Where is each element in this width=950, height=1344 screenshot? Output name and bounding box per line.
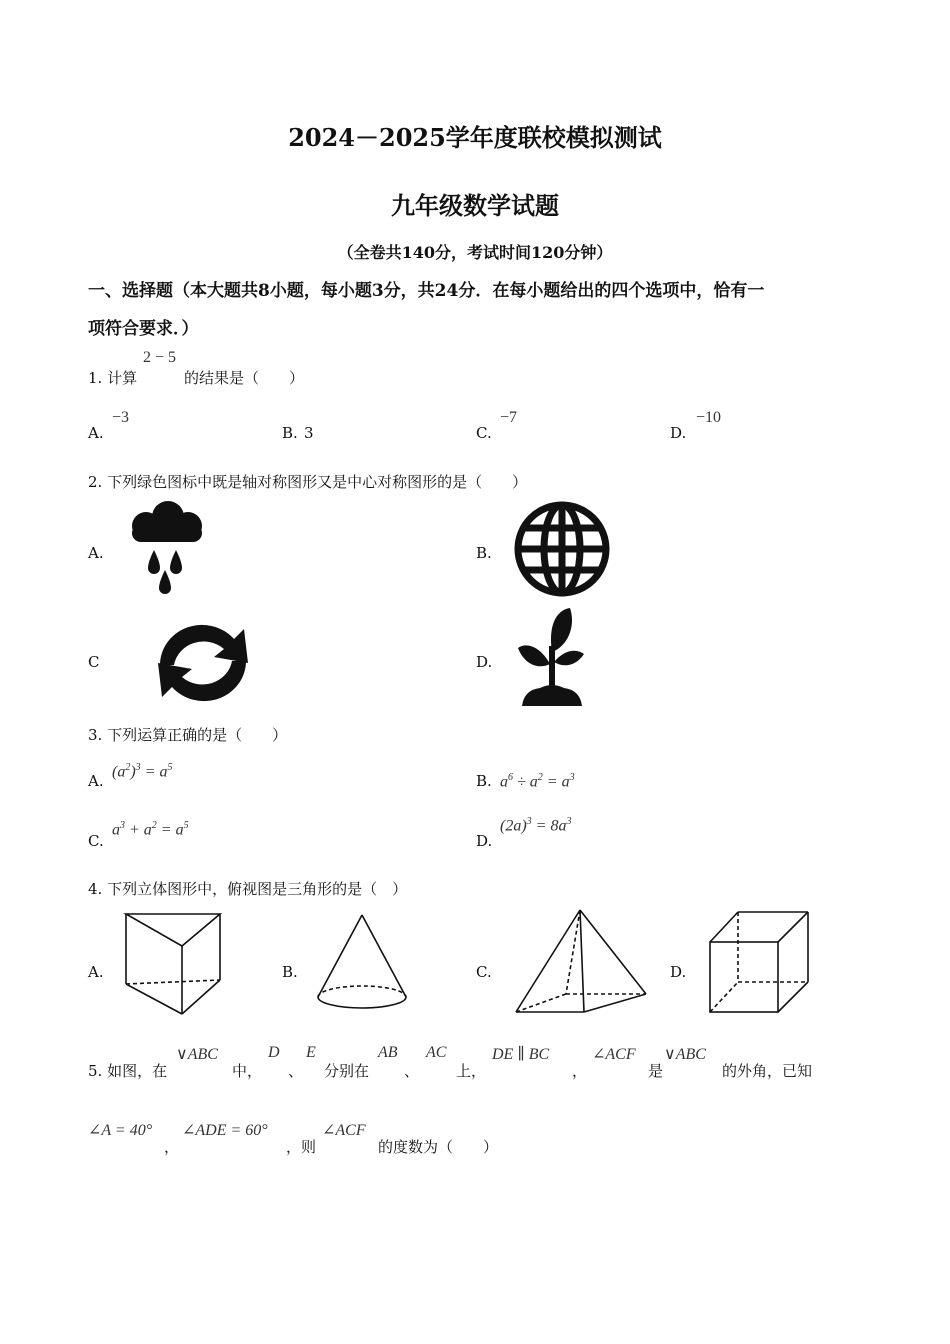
- q1-expression: 2 − 5: [143, 349, 177, 366]
- q5-triangle-abc: ∨ABC: [176, 1046, 218, 1063]
- section-heading-cont: 项符合要求．）: [88, 319, 199, 339]
- q1-option-d-value: −10: [696, 409, 722, 426]
- sprout-icon: [518, 606, 586, 708]
- q3-option-a-expr: $(a^2)^3 = a^5$: [112, 762, 173, 781]
- section-heading: 一、选择题（本大题共8小题，每小题3分，共24分．在每小题给出的四个选项中，恰有一: [88, 281, 765, 301]
- q4-option-a-label: A.: [88, 963, 104, 981]
- pyramid-figure: [514, 908, 650, 1016]
- q5-comma-1: ，: [572, 1062, 588, 1080]
- q3-option-d-label: D.: [476, 832, 493, 850]
- q2-option-c-label: C: [88, 653, 100, 671]
- q1-suffix: 的结果是（ ）: [184, 369, 305, 387]
- q5-angle-acf-2: ∠ACF: [322, 1122, 366, 1139]
- exam-note: （全卷共140分，考试时间120分钟）: [337, 243, 613, 262]
- cone-figure: [316, 913, 408, 1011]
- q4-option-c-label: C.: [476, 963, 492, 981]
- q5-text-4: 是: [648, 1062, 664, 1080]
- q3-option-c-label: C.: [88, 832, 104, 850]
- cube-figure: [708, 910, 812, 1016]
- q2-text: 2. 下列绿色图标中既是轴对称图形又是中心对称图形的是（ ）: [88, 473, 528, 491]
- q5-comma-2: ，: [164, 1138, 180, 1156]
- q5-text-6: ，则: [286, 1138, 317, 1156]
- q3-text: 3. 下列运算正确的是（ ）: [88, 726, 288, 744]
- q1-option-c-label: C.: [476, 424, 492, 442]
- q5-text-7: 的度数为（ ）: [378, 1138, 499, 1156]
- q1-prefix: 1. 计算: [88, 369, 138, 387]
- q5-sep-2: 、: [404, 1062, 420, 1080]
- q5-text-3: 上，: [456, 1062, 487, 1080]
- q5-segment-ac: AC: [426, 1044, 447, 1061]
- rain-cloud-icon: [124, 500, 208, 598]
- q5-point-e: E: [306, 1044, 316, 1061]
- q1-option-a-label: A.: [88, 424, 104, 442]
- q5-triangle-abc-2: ∨ABC: [664, 1046, 706, 1063]
- q5-text-5: 的外角，已知: [722, 1062, 813, 1080]
- q1-option-b-value: 3: [304, 424, 314, 442]
- q3-option-d-expr: $(2a)^3 = 8a^3$: [500, 816, 572, 835]
- triangular-prism-figure: [124, 912, 224, 1018]
- q3-option-c-expr: $a^3 + a^2 = a^5$: [112, 820, 189, 839]
- q2-option-d-label: D.: [476, 653, 493, 671]
- q1-option-d-label: D.: [670, 424, 687, 442]
- q5-angle-a: ∠A = 40°: [88, 1122, 153, 1139]
- q2-option-b-label: B.: [476, 544, 492, 562]
- q2-option-a-label: A.: [88, 544, 104, 562]
- exam-title: 2024－2025学年度联校模拟测试: [288, 123, 662, 152]
- q5-point-d: D: [268, 1044, 280, 1061]
- q5-prefix: 5. 如图，在: [88, 1062, 168, 1080]
- q5-sep-1: 、: [288, 1062, 304, 1080]
- q5-angle-acf: ∠ACF: [592, 1046, 636, 1063]
- q1-option-a-value: −3: [112, 409, 130, 426]
- q1-option-b-label: B.: [282, 424, 298, 442]
- q1-option-c-value: −7: [500, 409, 518, 426]
- q3-option-a-label: A.: [88, 772, 104, 790]
- q5-angle-ade: ∠ADE = 60°: [182, 1122, 268, 1139]
- q5-text-2: 分别在: [324, 1062, 370, 1080]
- exam-subtitle: 九年级数学试题: [391, 191, 559, 220]
- globe-icon: [512, 500, 612, 598]
- q4-option-b-label: B.: [282, 963, 298, 981]
- q4-text: 4. 下列立体图形中，俯视图是三角形的是（ ）: [88, 880, 408, 898]
- q5-segment-ab: AB: [378, 1044, 398, 1061]
- q3-option-b-label: B.: [476, 772, 492, 790]
- q3-option-b-expr: $a^6 \div a^2 = a^3$: [500, 772, 575, 791]
- q5-parallel: DE ∥ BC: [492, 1046, 550, 1063]
- q4-option-d-label: D.: [670, 963, 687, 981]
- q5-text-1: 中，: [232, 1062, 263, 1080]
- refresh-arrows-icon: [152, 619, 254, 707]
